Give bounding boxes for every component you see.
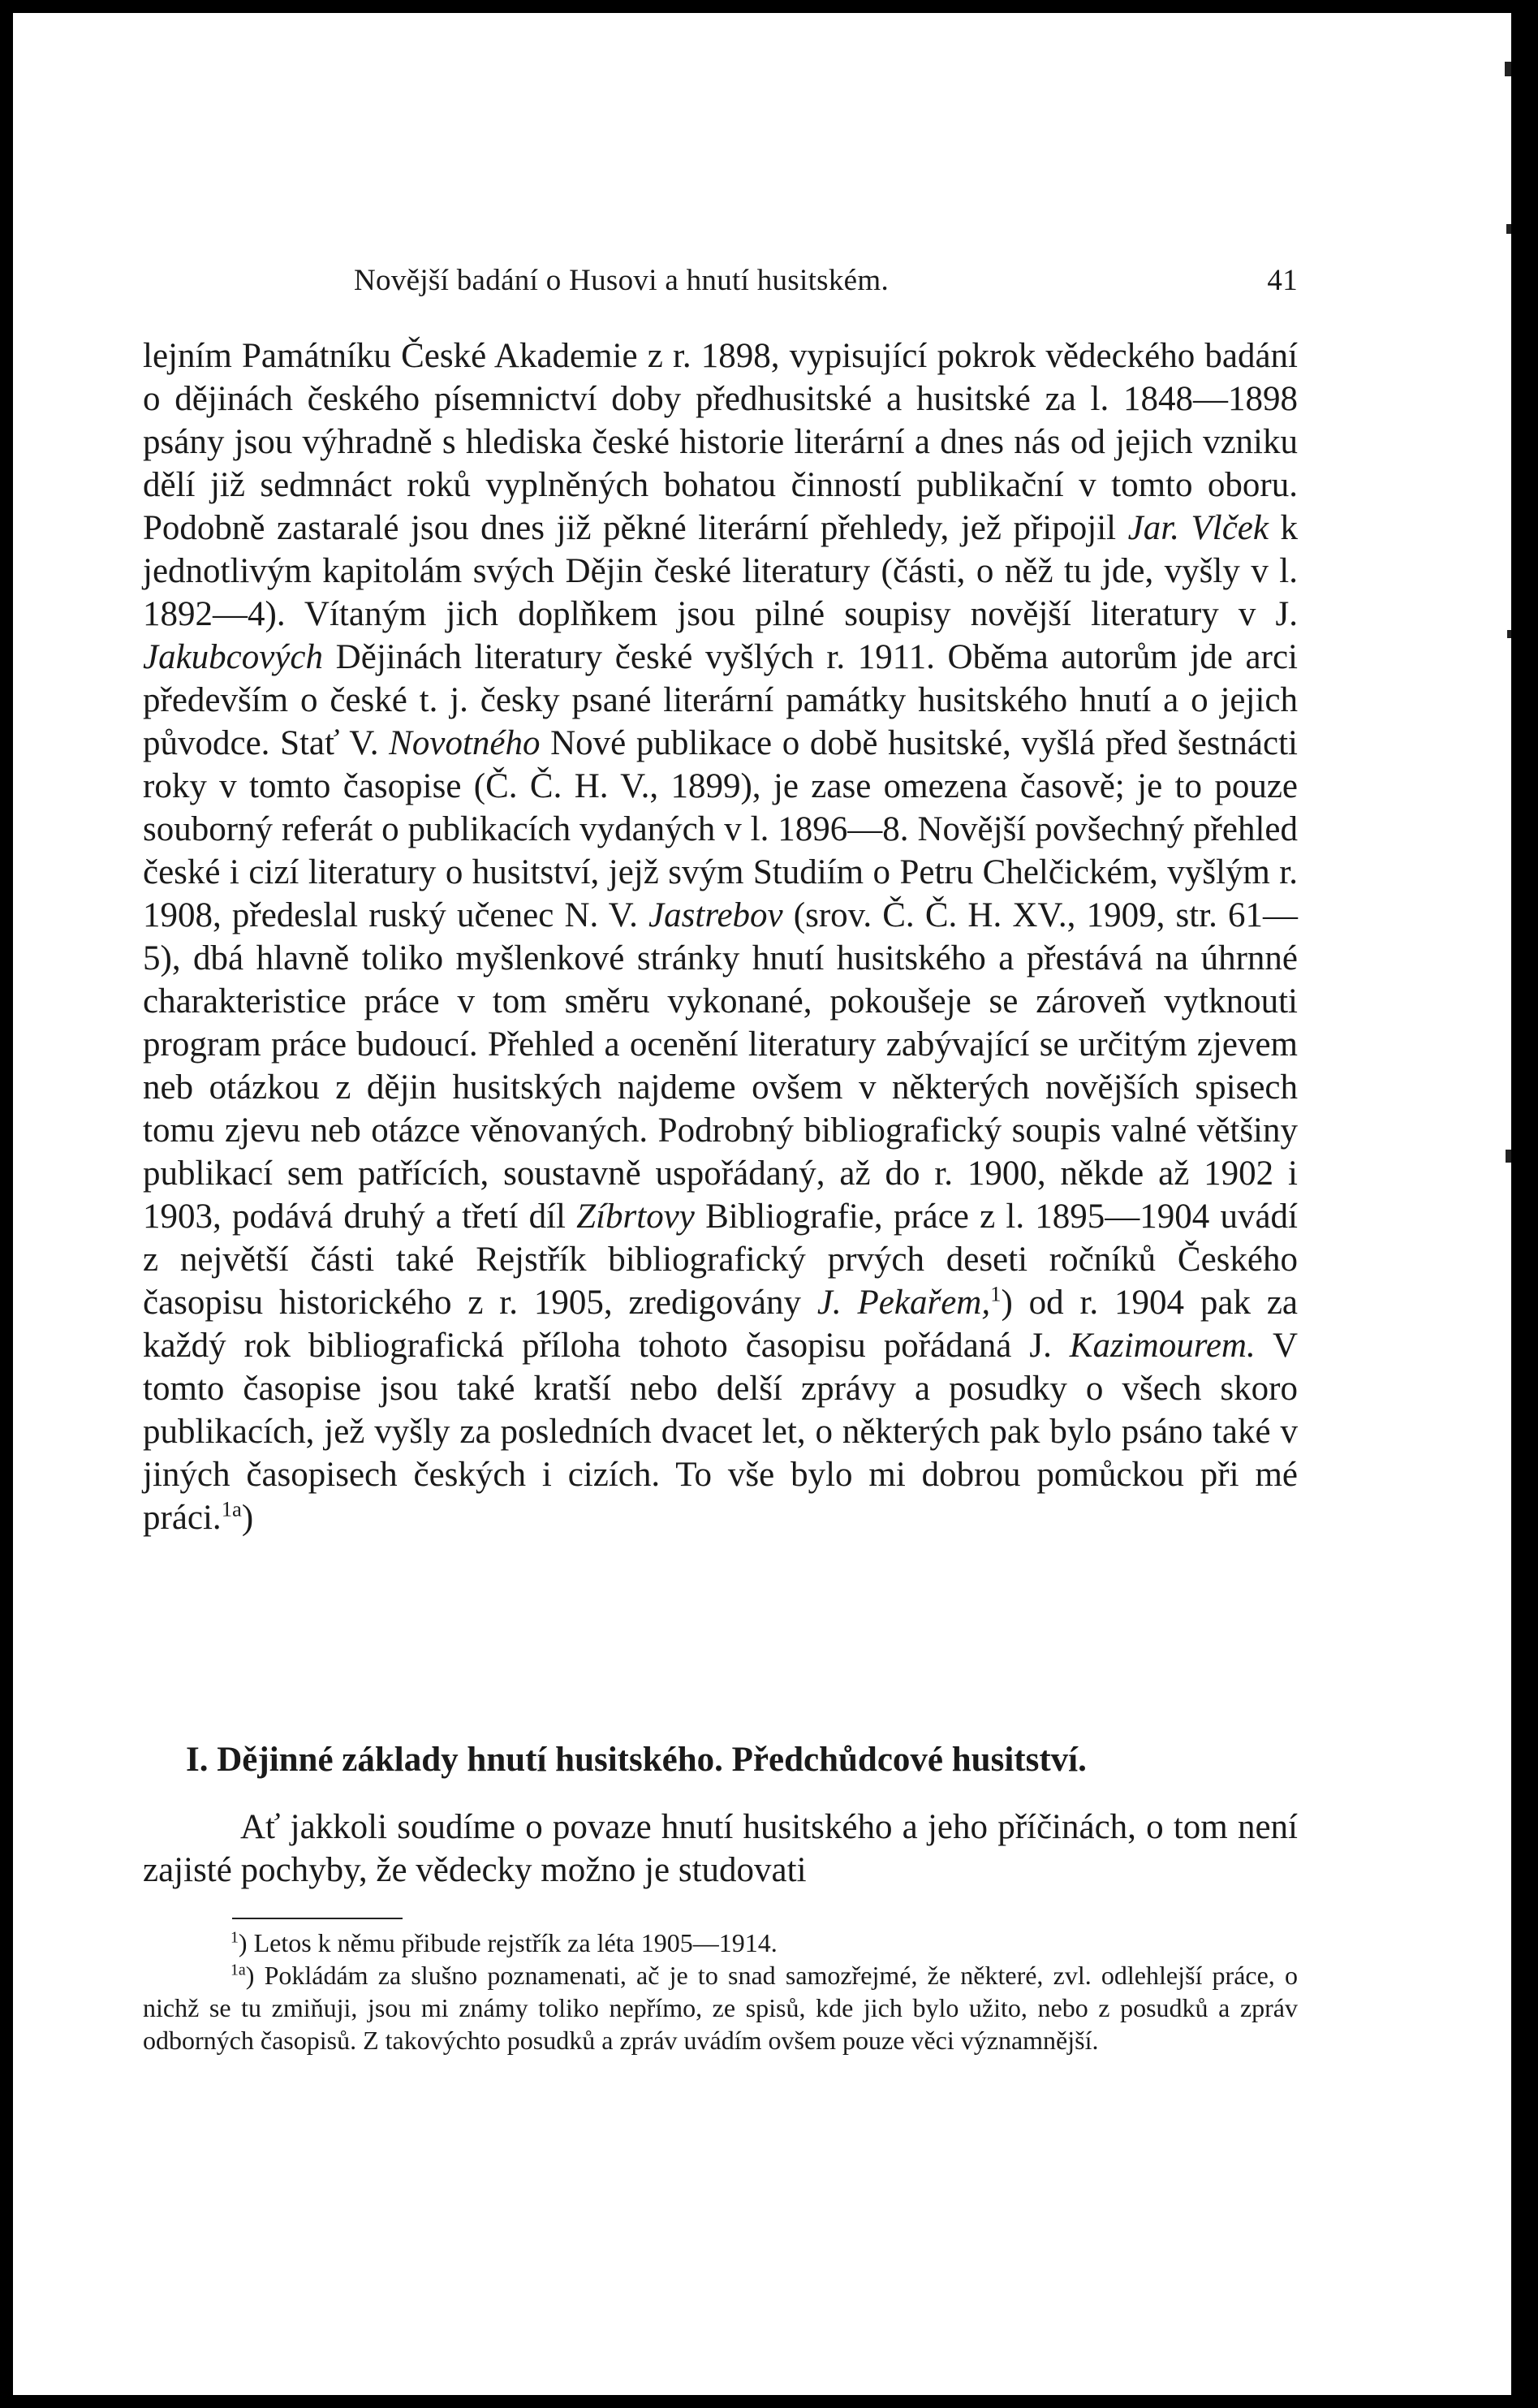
footnote-ref: 1a [221,1496,242,1521]
italic-name: Novotného [389,724,541,762]
italic-name: Kazimourem. [1069,1327,1256,1365]
page-number: 41 [1267,264,1298,297]
text-run: Bibliografie, práce z l. 1895—1904 uvádí z největší části také Rejstřík bibliografický prvých deseti ročníků Českého časopisu historického z r. 1905, zredigovány [143,1198,1299,1322]
italic-name: Jastrebov [648,896,783,934]
italic-name: Jar. Vlček [1127,509,1269,547]
text-run: V tomto časopise jsou také kratší nebo delší zprávy a posudky o všech skoro publikacích, jež vyšly za posledních dvacet let, o některých pak bylo psáno také v jiných časopisech českých i cizích. To vše bylo mi dobrou pomůckou při mé práci. [143,1327,1298,1537]
main-text [143,334,1298,1539]
scan-edge-mark [1507,630,1511,638]
body-paragraph [143,334,1298,1539]
text-run: ) od r. 1904 pak za každý rok bibliografická příloha tohoto časopisu pořádaná J. [143,1284,1298,1365]
footnote-rule [232,1918,403,1919]
footnote-ref: 1 [990,1281,1002,1306]
footnote-mark: 1a [230,1961,246,1979]
scanned-page [13,13,1511,2395]
section-paragraph: Ať jakkoli soudíme o povaze hnutí husitského a jeho příčinách, o tom není zajisté pochyby, že vědecky možno je studovati [143,1808,1298,1889]
scan-edge-mark [1506,224,1511,234]
section-heading: I. Dějinné základy hnutí husitského. Předchůdcové husitství. [186,1741,1087,1779]
italic-name: Zíbrtovy [576,1198,695,1236]
text-run: Nové publikace o době husitské, vyšlá před šestnácti roky v tomto časopise (Č. Č. H. V., 1899), je zase omezena časově; je to pouze souborný referát o publikacích vydaných v l. 1896—8. Novější povšechný přehled české i cizí literatury o husitství, jejž svým Studiím o Petru Chelčickém, vyšlým r. 1908, předeslal ruský učenec N. V. [143,724,1298,934]
italic-name: Jakubcových [143,638,324,676]
footnote-mark: 1 [230,1928,239,1947]
footnotes [143,1927,1298,2056]
footnote-text: ) Letos k němu přibude rejstřík za léta 1905—1914. [238,1928,778,1957]
italic-name: J. Pekařem, [816,1284,991,1322]
text-run: Dějinách literatury české vyšlých r. 1911. Oběma autorům jde arci především o české t. j. česky psané literární památky husitského hnutí a o jejich původce. Stať V. [143,638,1298,762]
text-run: lejním Památníku České Akademie z r. 1898, vypisující pokrok vědeckého badání o dějinách českého písemnictví doby předhusitské a husitské za l. 1848—1898 psány jsou výhradně s hlediska české historie literární a dnes nás od jejich vzniku dělí již sedmnáct roků vyplněných bohatou činností publikační v tomto oboru. Podobně zastaralé jsou dnes již pěkné literární přehledy, jež připojil [143,337,1298,547]
text-run: (srov. Č. Č. H. XV., 1909, str. 61—5), dbá hlavně toliko myšlenkové stránky hnutí husitského a přestává na úhrnné charakteristice práce v tom směru vykonané, pokoušeje se zároveň vytknouti program práce budoucí. Přehled a ocenění literatury zabývající se určitým zjevem neb otázkou z dějin husitských najdeme ovšem v některých novějších spisech tomu zjevu neb otázce věnovaných. Podrobný bibliografický soupis valné většiny publikací sem patřících, soustavně uspořádaný, až do r. 1900, někde až 1902 i 1903, podává druhý a třetí díl [143,896,1299,1236]
text-run: k jednotlivým kapitolám svých Dějin české literatury (části, o něž tu jde, vyšly v l. 1892—4). Vítaným jich doplňkem jsou pilné soupisy novější literatury v J. [143,509,1298,633]
running-title: Novější badání o Husovi a hnutí husitském. [354,264,890,297]
footnote [143,1927,1298,1959]
scan-edge-mark [1506,1150,1511,1163]
footnote [143,1959,1298,2056]
footnote-text: ) Pokládám za slušno poznamenati, ač je to snad samozřejmé, že některé, zvl. odlehlejší práce, o nichž se tu zmiňuji, jsou mi známy toliko nepřímo, ze spisů, kde jich bylo užito, nebo z posudků a zpráv odborných časopisů. Z takovýchto posudků a zpráv uvádím ovšem pouze věci významnější. [143,1961,1298,2055]
scan-edge-mark [1505,62,1511,76]
text-run: ) [241,1499,254,1537]
